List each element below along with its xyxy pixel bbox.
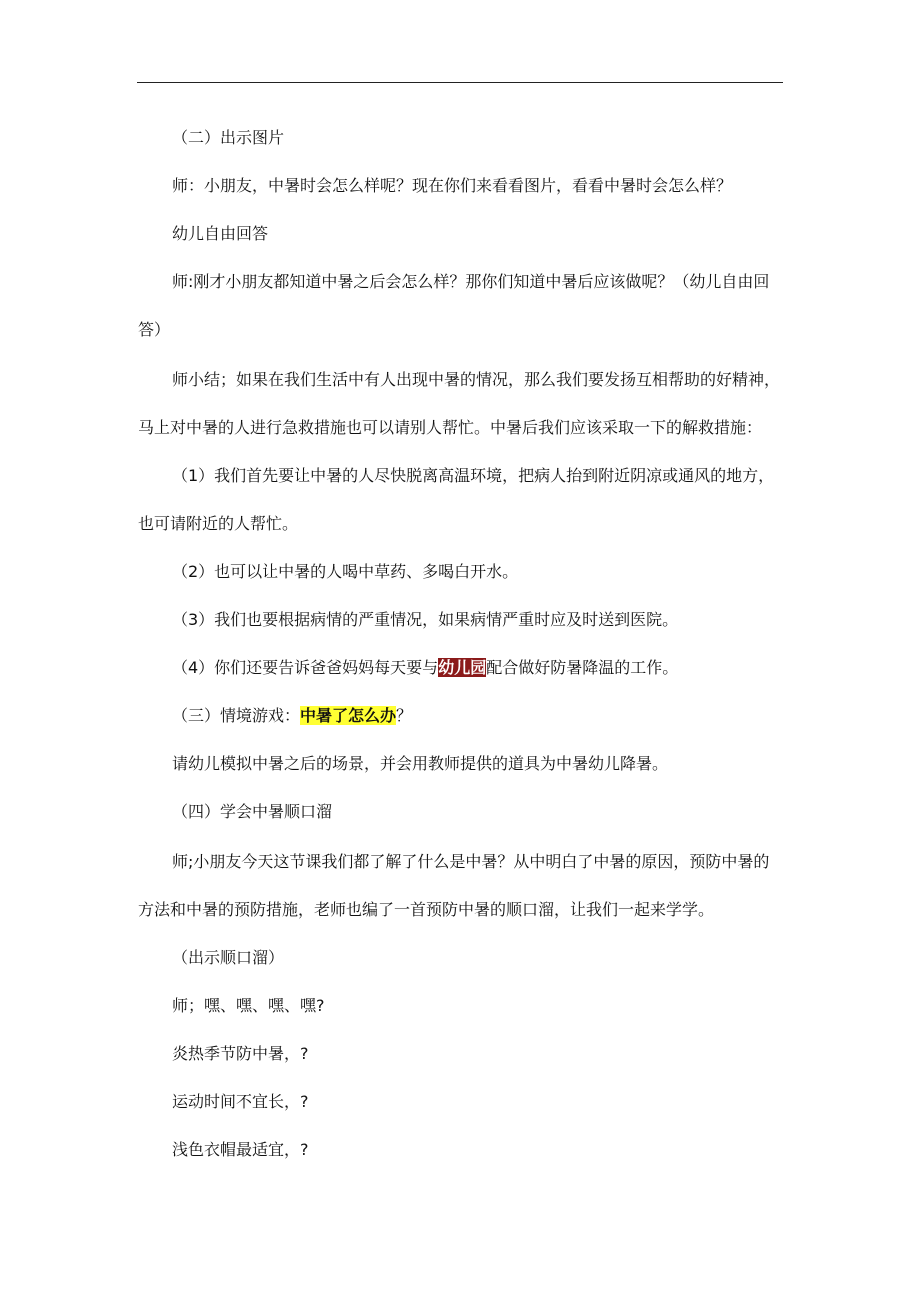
paragraph-line: 师：小朋友，中暑时会怎么样呢？现在你们来看看图片，看看中暑时会怎么样？: [172, 176, 733, 195]
section-heading: [138, 706, 832, 726]
line-text: 配合做好防暑降温的工作。: [486, 658, 679, 677]
paragraph-line: 答）: [138, 320, 171, 339]
rhyme-line: 浅色衣帽最适宜，?: [172, 1140, 309, 1159]
rhyme-line: 师；嘿、嘿、嘿、嘿?: [172, 996, 325, 1015]
kindergarten-link[interactable]: 幼儿园: [438, 658, 487, 677]
line-text: （三）情境游戏：: [172, 706, 301, 725]
header-rule: [137, 82, 783, 83]
line-text: （4）你们还要告诉爸爸妈妈每天要与: [172, 658, 439, 677]
paragraph-line: 师;小朋友今天这节课我们都了解了什么是中暑？从中明白了中暑的原因，预防中暑的: [172, 852, 770, 871]
paragraph-line: 方法和中暑的预防措施，老师也编了一首预防中暑的顺口溜，让我们一起来学学。: [138, 900, 715, 919]
rhyme-line: 炎热季节防中暑，?: [172, 1044, 309, 1063]
section-heading: （二）出示图片: [172, 128, 285, 147]
paragraph-line: 请幼儿模拟中暑之后的场景，并会用教师提供的道具为中暑幼儿降暑。: [172, 754, 669, 773]
list-item: （3）我们也要根据病情的严重情况，如果病情严重时应及时送到医院。: [172, 610, 679, 629]
section-heading: （四）学会中暑顺口溜: [172, 802, 333, 821]
highlighted-game-title: 中暑了怎么办: [300, 706, 397, 725]
list-item: （1）我们首先要让中暑的人尽快脱离高温环境，把病人抬到附近阴凉或通风的地方，: [172, 466, 775, 485]
line-text: ？: [396, 706, 413, 725]
paragraph-line: 师小结；如果在我们生活中有人出现中暑的情况，那么我们要发扬互相帮助的好精神，: [172, 370, 781, 389]
paragraph-line: （出示顺口溜）: [172, 948, 285, 967]
paragraph-line: 幼儿自由回答: [172, 224, 269, 243]
list-item: （2）也可以让中暑的人喝中草药、多喝白开水。: [172, 562, 519, 581]
paragraph-line: 师:刚才小朋友都知道中暑之后会怎么样？那你们知道中暑后应该做呢？（幼儿自由回: [172, 272, 770, 291]
paragraph-line: 马上对中暑的人进行急救措施也可以请别人帮忙。中暑后我们应该采取一下的解救措施：: [138, 418, 763, 437]
rhyme-line: 运动时间不宜长，?: [172, 1092, 309, 1111]
paragraph-line: 也可请附近的人帮忙。: [138, 514, 299, 533]
list-item: [138, 658, 832, 678]
